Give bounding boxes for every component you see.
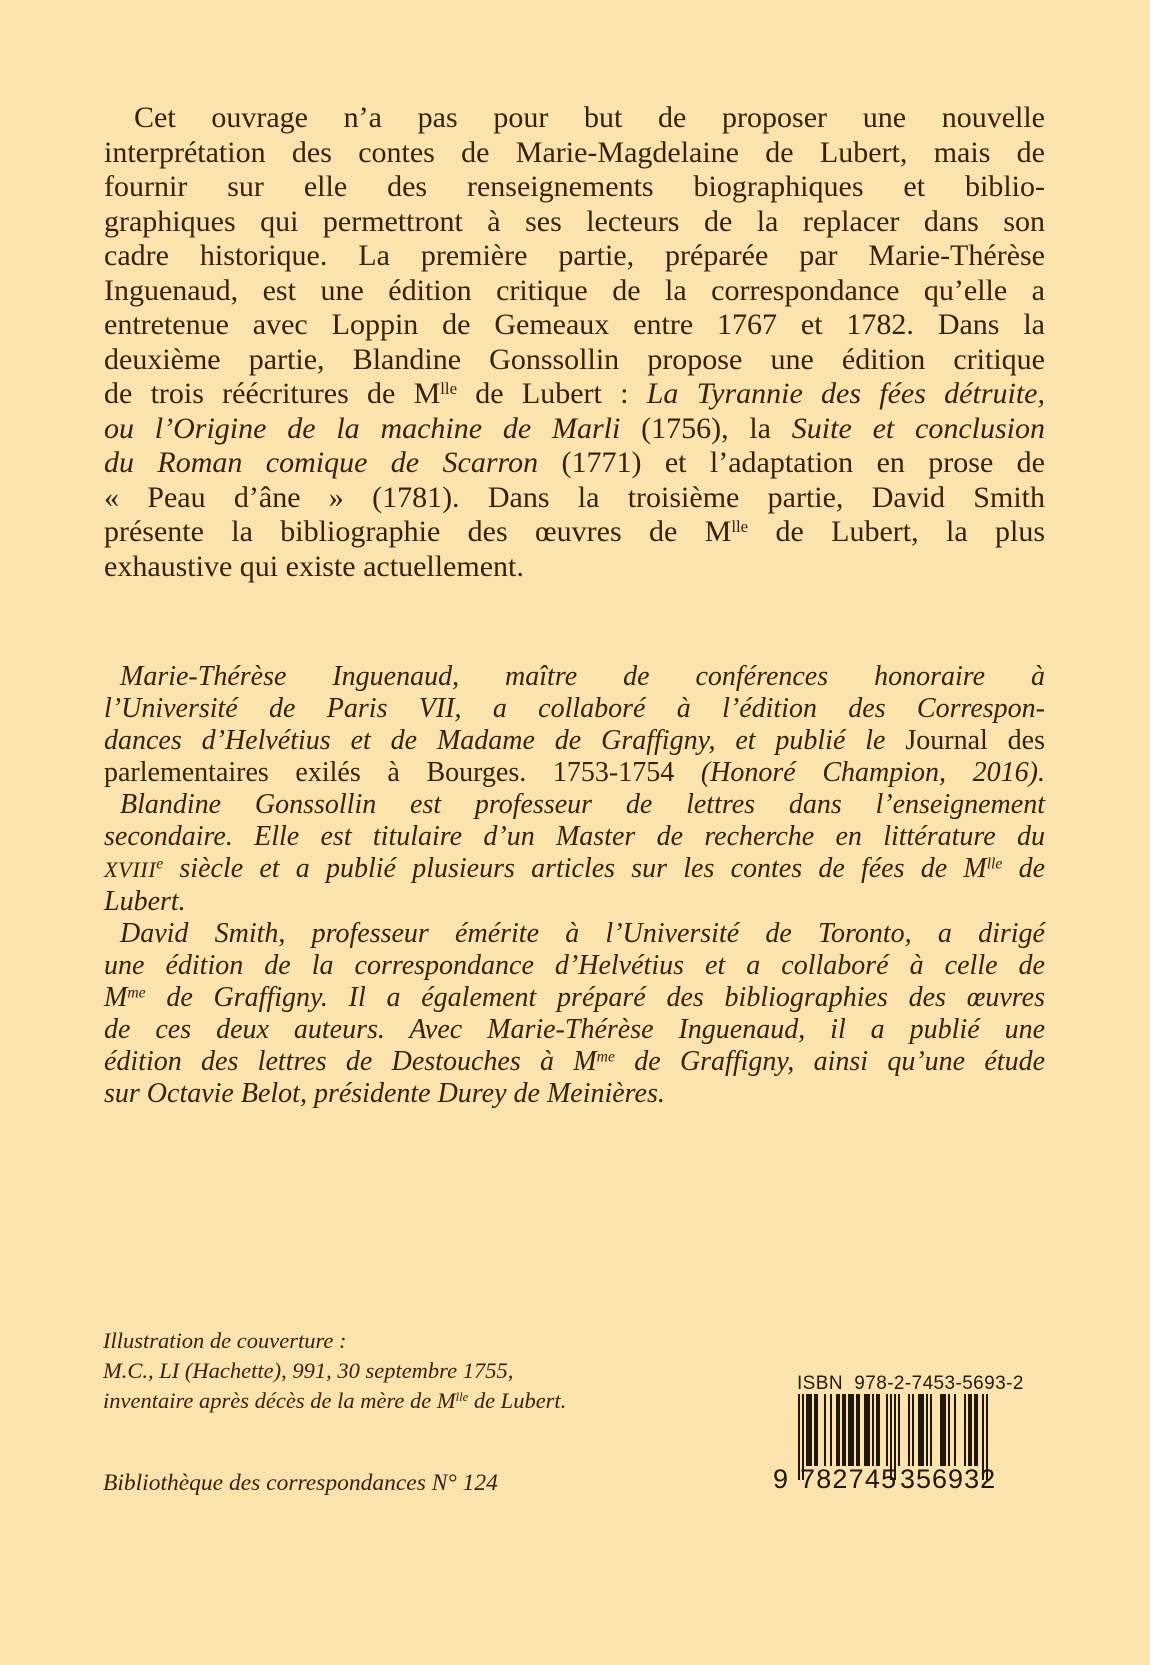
- text-line: secondaire. Elle est titulaire d’un Master de recherche en littérature du: [104, 821, 1045, 852]
- text-line: Illustration de couverture :: [103, 1328, 347, 1353]
- text-line: interprétation des contes de Marie-Magdelaine de Lubert, mais de: [104, 135, 1045, 169]
- cover-credit: [103, 1326, 763, 1416]
- author-bios: [104, 661, 1045, 1110]
- text-line: entretenue avec Loppin de Gemeaux entre 1767 et 1782. Dans la: [104, 308, 1045, 341]
- text-line: présente la bibliographie des œuvres de $M^{lle}$ de Lubert, la plus: [104, 515, 1045, 548]
- series-title: Bibliothèque des correspondances N° 124: [103, 1470, 498, 1496]
- barcode-block: [773, 1373, 1024, 1497]
- barcode-digits-left-group: 782745: [800, 1464, 898, 1494]
- text-line: de trois réécritures de $M^{lle}$ de Lubert : La Tyrannie des fées détruite,: [104, 377, 1045, 410]
- text-line: cadre historique. La première partie, préparée par Marie-Thérèse: [104, 239, 1045, 272]
- text-line: Blandine Gonssollin est professeur de lettres dans l’enseignement: [120, 789, 1045, 820]
- isbn-label: ISBN 978-2-7453-5693-2: [797, 1373, 1024, 1394]
- text-line: fournir sur elle des renseignements biographiques et biblio-: [104, 170, 1045, 203]
- text-line: M.C., LI (Hachette), 991, 30 septembre 1755,: [103, 1358, 514, 1383]
- text-line: Inguenaud, est une édition critique de la correspondance qu’elle a: [104, 273, 1045, 307]
- text-line: exhaustive qui existe actuellement.: [104, 549, 524, 583]
- text-line: graphiques qui permettront à ses lecteurs de la replacer dans son: [104, 204, 1045, 238]
- text-line: du Roman comique de Scarron (1771) et l’adaptation en prose de: [104, 446, 1045, 479]
- text-line: Cet ouvrage n’a pas pour but de proposer une nouvelle: [134, 101, 1045, 134]
- text-line: une édition de la correspondance d’Helvétius et a collaboré à celle de: [104, 950, 1045, 981]
- text-line: « Peau d’âne » (1781). Dans la troisième partie, David Smith: [104, 480, 1045, 514]
- text-line: parlementaires exilés à Bourges. 1753-1754 (Honoré Champion, 2016).: [104, 757, 1045, 788]
- text-line: l’Université de Paris VII, a collaboré à l’édition des Correspon-: [104, 693, 1045, 724]
- text-line: sur Octavie Belot, présidente Durey de Meinières.: [104, 1078, 665, 1109]
- text-line: deuxième partie, Blandine Gonssollin propose une édition critique: [104, 342, 1045, 376]
- text-line: inventaire après décès de la mère de $M^{lle}$ de Lubert.: [103, 1388, 567, 1413]
- text-line: de ces deux auteurs. Avec Marie-Thérèse Inguenaud, il a publié une: [104, 1014, 1045, 1045]
- text-line: Marie-Thérèse Inguenaud, maître de conférences honoraire à: [120, 661, 1045, 692]
- text-line: XVIIIe siècle et a publié plusieurs articles sur les contes de fées de $M^{lle}$ de: [104, 853, 1045, 884]
- text-line: édition des lettres de Destouches à $M^{me}$ de Graffigny, ainsi qu’une étude: [104, 1046, 1045, 1077]
- text-line: dances d’Helvétius et de Madame de Graffigny, et publié le Journal des: [104, 725, 1045, 756]
- barcode-digits-right-group: 356932: [900, 1464, 997, 1494]
- text-line: ou l’Origine de la machine de Marli (1756), la Suite et conclusion: [104, 411, 1045, 445]
- synopsis-paragraph: [104, 101, 1045, 584]
- barcode-digit-first: 9: [773, 1464, 789, 1494]
- text-line: Lubert.: [104, 886, 186, 917]
- text-line: David Smith, professeur émérite à l’Université de Toronto, a dirigé: [120, 918, 1045, 949]
- text-line: $M^{me}$ de Graffigny. Il a également préparé des bibliographies des œuvres: [104, 982, 1045, 1013]
